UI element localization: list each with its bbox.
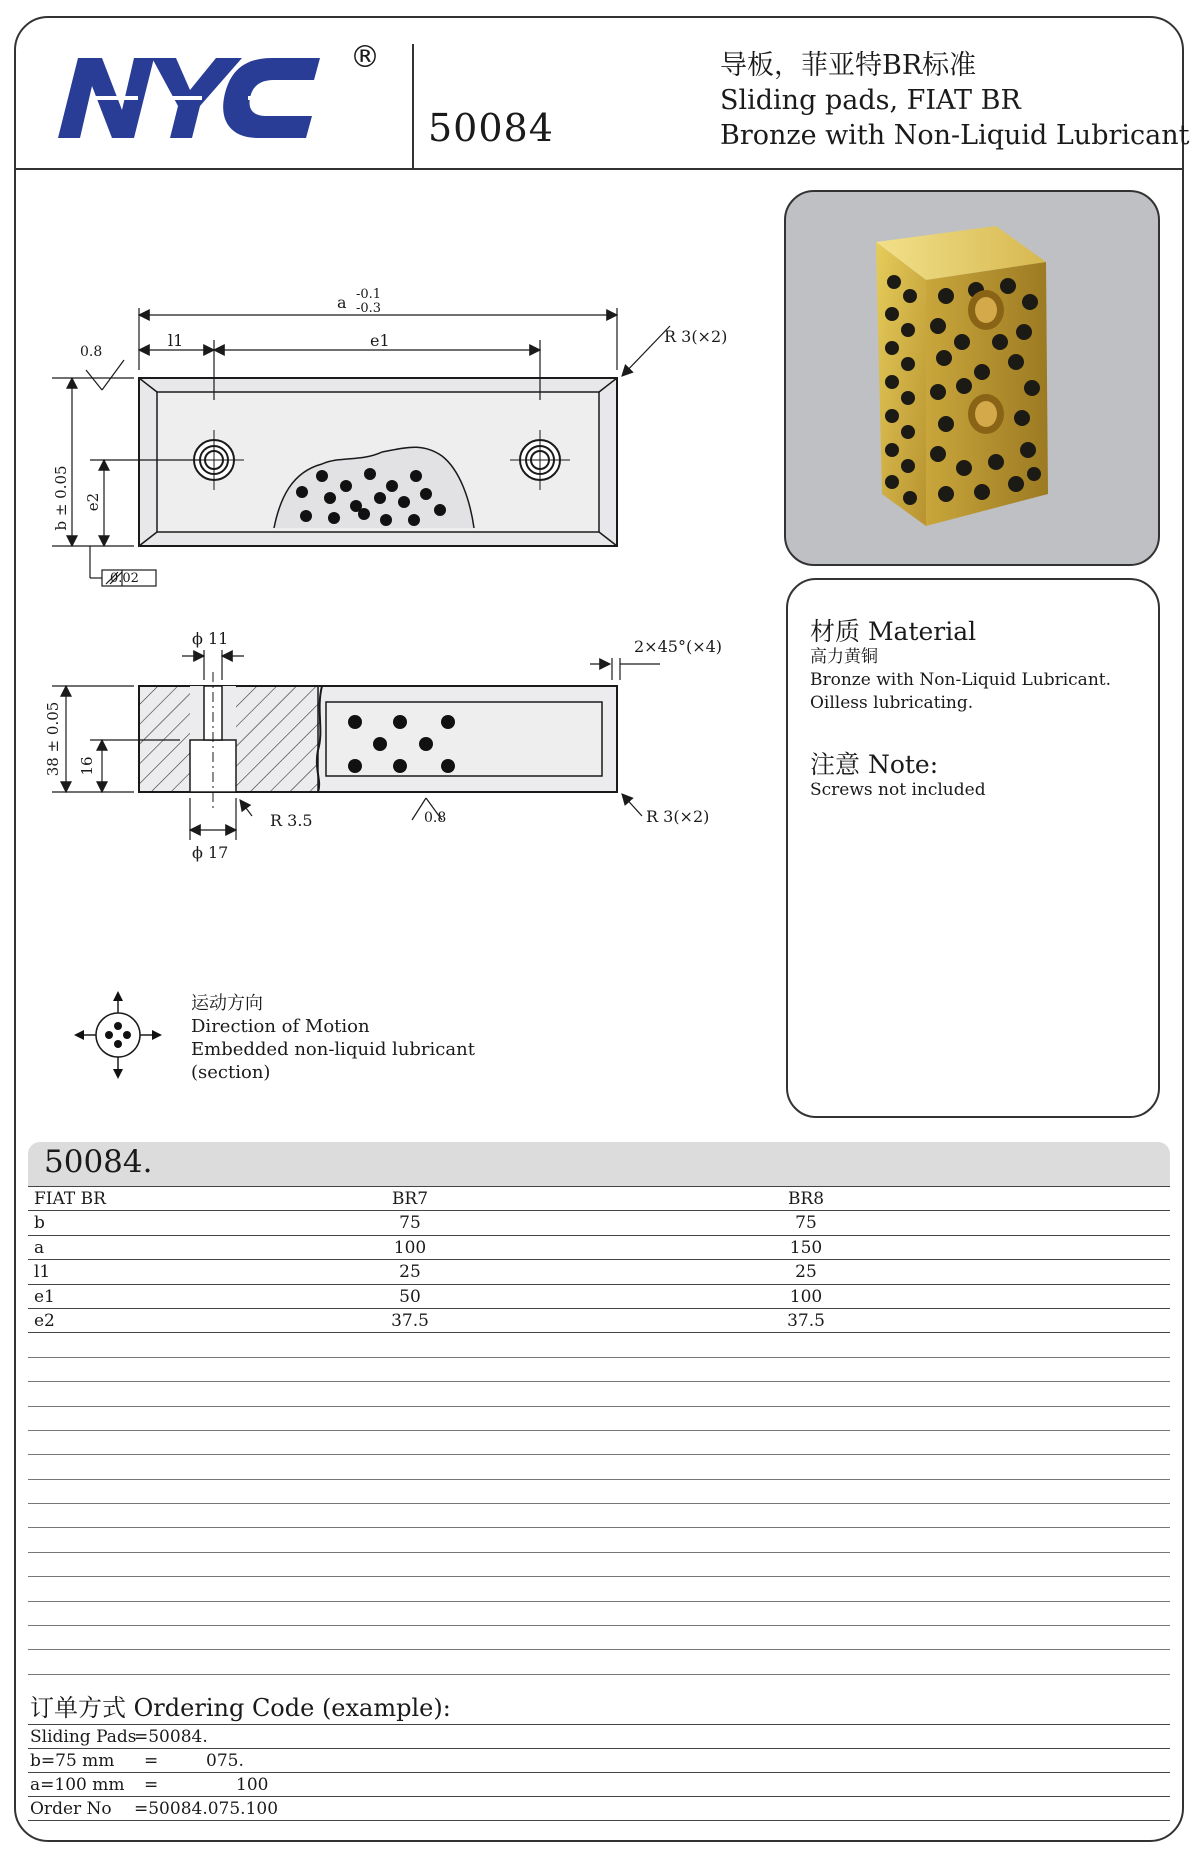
motion-direction-icon (74, 991, 162, 1079)
title-block (720, 48, 1189, 153)
chamfer-side-label: 2×45°(×4) (634, 637, 723, 656)
chamfer-top-label: 0.8 (80, 344, 103, 360)
header-vertical-divider (412, 44, 414, 168)
blank-row (28, 1407, 1170, 1431)
table-cell: 37.5 (391, 1310, 429, 1331)
table-cell: 75 (399, 1213, 421, 1234)
dim-b-label: b ± 0.05 (52, 465, 70, 531)
title-cn: 导板，菲亚特BR标准 (720, 50, 977, 81)
ordering-row (28, 1748, 1170, 1772)
radius-bottom-label: R 3(×2) (646, 807, 710, 826)
title-en: Sliding pads, FIAT BR (720, 85, 1021, 116)
legend-line3: (section) (191, 1062, 271, 1083)
dim-a-tol-upper: -0.1 (356, 287, 382, 302)
table-row (28, 1260, 1170, 1284)
dim-e1-label: e1 (370, 331, 390, 350)
product-code: 50084 (428, 106, 554, 150)
table-cell: a (34, 1237, 45, 1258)
material-box (786, 578, 1160, 1118)
dim-l1-label: l1 (168, 331, 184, 350)
note-heading: 注意 Note: (810, 750, 939, 779)
table-cell: l1 (34, 1262, 51, 1283)
motion-legend (191, 992, 475, 1084)
header-cell: BR8 (787, 1189, 825, 1209)
table-row (28, 1211, 1170, 1235)
ordering-cell: b=75 mm (30, 1751, 115, 1771)
table-row (28, 1309, 1170, 1333)
product-photo (784, 190, 1160, 566)
material-cn: 高力黄铜 (810, 647, 878, 667)
dim-a-tol-lower: -0.3 (356, 301, 382, 316)
table-header-row (28, 1186, 1170, 1211)
note-text: Screws not included (810, 780, 986, 800)
table-cell: 37.5 (787, 1310, 825, 1331)
ordering-table (28, 1724, 1170, 1821)
table-row (28, 1285, 1170, 1309)
dim-a-label: a (337, 293, 347, 312)
ordering-cell: = (144, 1775, 159, 1795)
counterbore-depth-label: 16 (78, 756, 96, 776)
material-heading: 材质 Material (810, 617, 977, 646)
registered-mark: ® (350, 40, 380, 75)
subtitle: Bronze with Non-Liquid Lubricant (720, 120, 1190, 151)
ordering-row (28, 1724, 1170, 1748)
blank-row (28, 1431, 1170, 1455)
material-text (810, 646, 1111, 715)
blank-row (28, 1577, 1170, 1601)
blank-row (28, 1528, 1170, 1552)
ordering-cell: =50084. (134, 1727, 208, 1747)
material-line2: Oilless lubricating. (810, 693, 974, 713)
blank-row (28, 1480, 1170, 1504)
blank-row (28, 1333, 1170, 1357)
table-cell: e2 (34, 1310, 55, 1331)
table-cell: 25 (795, 1262, 817, 1283)
table-cell: b (34, 1213, 45, 1234)
ordering-heading: 订单方式 Ordering Code (example): (30, 1694, 451, 1722)
blank-row (28, 1455, 1170, 1479)
ordering-cell: Order No (30, 1799, 112, 1819)
blank-row (28, 1626, 1170, 1650)
blank-row (28, 1553, 1170, 1577)
table-cell: 150 (789, 1237, 823, 1258)
header-divider (14, 168, 1184, 170)
material-line1: Bronze with Non-Liquid Lubricant. (810, 670, 1112, 690)
ordering-cell: a=100 mm (30, 1775, 125, 1795)
table-cell: e1 (34, 1286, 55, 1307)
legend-cn: 运动方向 (191, 993, 263, 1014)
table-cell: 100 (789, 1286, 823, 1307)
table-title: 50084. (44, 1144, 153, 1180)
technical-drawing (30, 180, 770, 1120)
ordering-cell: 075. (206, 1751, 244, 1771)
top-view (139, 378, 617, 546)
blank-row (28, 1504, 1170, 1528)
table-title-bar (28, 1142, 1170, 1186)
chamfer-bottom-label: 0.8 (424, 810, 447, 826)
dim-e2-label: e2 (84, 492, 102, 512)
legend-line1: Direction of Motion (191, 1016, 370, 1037)
ordering-cell: = (144, 1751, 159, 1771)
blank-row (28, 1602, 1170, 1626)
header-cell: BR7 (391, 1189, 429, 1209)
table-cell: 75 (795, 1213, 817, 1234)
hole-large-label: ϕ 17 (192, 843, 229, 862)
dimension-table (28, 1186, 1170, 1675)
table-cell: 100 (393, 1237, 427, 1258)
table-cell: 25 (399, 1262, 421, 1283)
ordering-cell: Sliding Pads (30, 1727, 137, 1747)
blank-row (28, 1358, 1170, 1382)
ordering-cell: 100 (236, 1775, 269, 1795)
radius-top-label: R 3(×2) (664, 327, 728, 346)
flatness-label: 0.02 (110, 571, 139, 586)
table-cell: 50 (399, 1286, 421, 1307)
legend-line2: Embedded non-liquid lubricant (191, 1039, 475, 1060)
table-row (28, 1236, 1170, 1260)
nyc-logo (52, 38, 352, 148)
hole-small-label: ϕ 11 (192, 629, 229, 648)
ordering-row (28, 1772, 1170, 1796)
ordering-cell: =50084.075.100 (134, 1799, 279, 1819)
ordering-row (28, 1796, 1170, 1821)
blank-row (28, 1382, 1170, 1406)
header-cell: FIAT BR (34, 1189, 106, 1209)
radius-inner-label: R 3.5 (270, 811, 313, 830)
blank-row (28, 1650, 1170, 1674)
height-label: 38 ± 0.05 (44, 701, 62, 777)
